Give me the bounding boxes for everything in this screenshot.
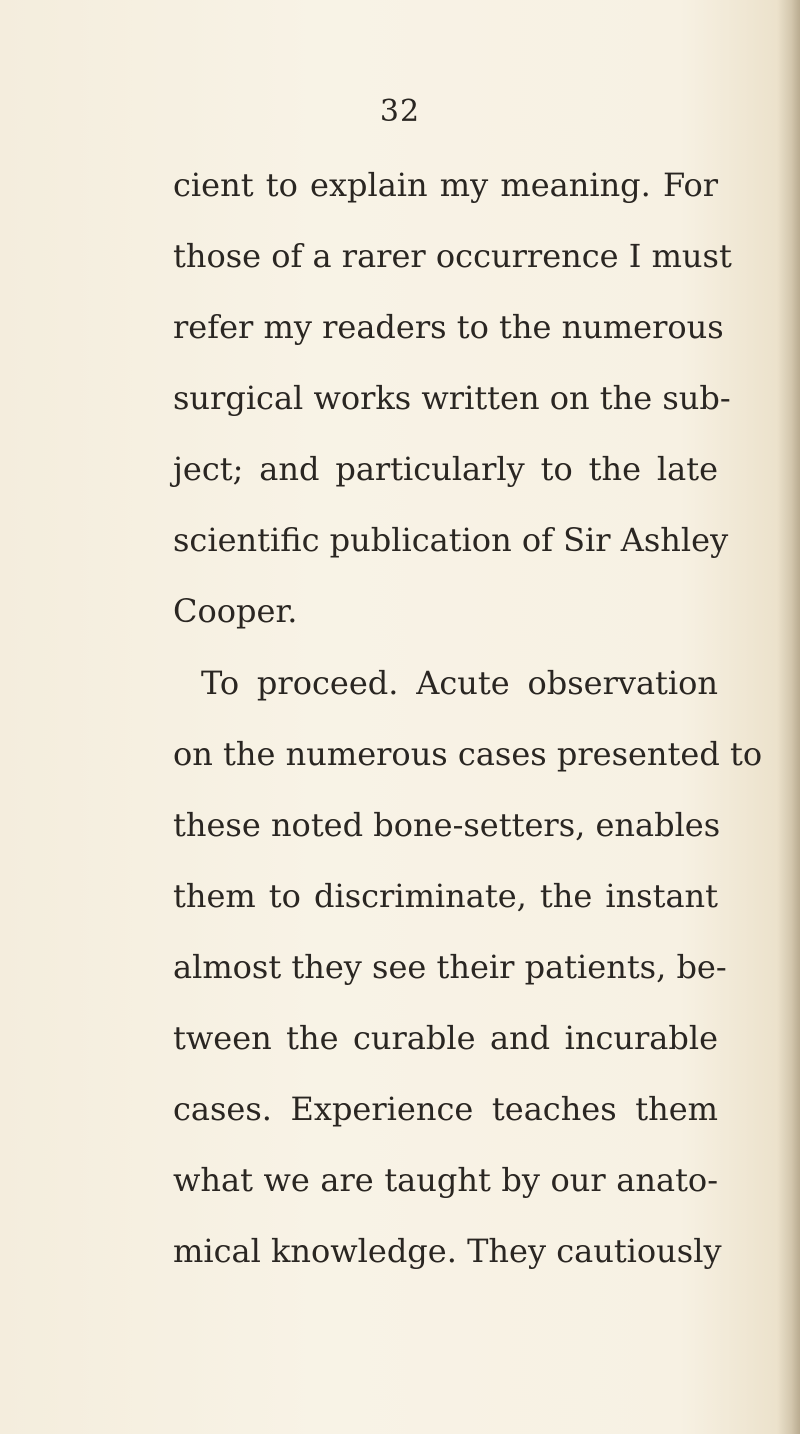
text-line: surgical works written on the sub-	[173, 379, 731, 417]
text-line: tween the curable and incurable	[173, 1019, 718, 1057]
text-line: mical knowledge. They cautiously	[173, 1232, 722, 1270]
text-line: on the numerous cases presented to	[173, 735, 763, 773]
text-line: what we are taught by our anato-	[173, 1161, 718, 1199]
text-line: these noted bone-setters, enables	[173, 806, 721, 844]
paragraph-2	[173, 648, 763, 1287]
text-line: cient to explain my meaning. For	[173, 166, 718, 204]
text-line: almost they see their patients, be-	[173, 948, 727, 986]
page-edge-shadow	[778, 0, 800, 1434]
text-line: scientific publication of Sir Ashley	[173, 521, 729, 559]
page-number: 32	[379, 94, 421, 129]
text-line: Cooper.	[173, 592, 298, 630]
text-line: them to discriminate, the instant	[173, 877, 718, 915]
text-line: To proceed. Acute observation	[201, 664, 718, 702]
text-line: cases. Experience teaches them	[173, 1090, 718, 1128]
text-line: refer my readers to the numerous	[173, 308, 724, 346]
text-line: ject; and particularly to the late	[173, 450, 718, 488]
paragraph-1	[173, 150, 732, 647]
text-line: those of a rarer occurrence I must	[173, 237, 732, 275]
